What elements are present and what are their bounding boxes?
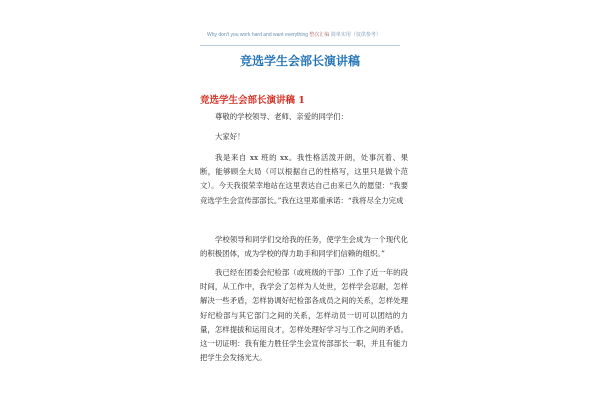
- paragraph-goal: 学校领导和同学们交给我的任务，使学生会成为一个现代化的积极团体，成为学校的得力助手和同学们信赖的组织。”: [200, 235, 408, 259]
- header-divider: [200, 45, 400, 46]
- document-title: 竞选学生会部长演讲稿: [239, 54, 360, 68]
- page-header-text: [207, 31, 381, 38]
- section-heading: 竞选学生会部长演讲稿 1: [200, 95, 305, 106]
- header-extra: 简单实用（仅供参考）: [330, 32, 381, 38]
- header-tagline: Why don't you work hard and want everything: [207, 32, 309, 38]
- paragraph-experience: 我已经在团委会纪检部（或班级的干部）工作了近一年的段时间，从工作中，我学会了怎样为人处世，怎样学会忍耐，怎样解决一些矛盾，怎样协调好纪检部各成员之间的关系，怎样处理好纪检部与其它部门之间的关系，怎样动员一切可以团结的力量，怎样提拔和运用良才，怎样处理好学习与工作之间的矛盾。这一切证明：我有能力胜任学生会宣传部部长一职，并且有能力把学生会发扬光大。: [200, 268, 408, 363]
- paragraph-intro: 我是来自 xx 班的 xx。我性格活泼开朗，处事沉着、果断，能够顾全大局（可以根据自己的性格写，这里只是做个范文）。今天我很荣幸地站在这里表达自己由来已久的愿望：“我要竞选学生会宣传部部长。”我在这里郑重承诺：“我将尽全力完成: [200, 153, 408, 205]
- paragraph-greeting: 尊敬的学校领导、老师、亲爱的同学们：: [215, 112, 349, 121]
- paragraph-hello: 大家好！: [215, 132, 245, 141]
- header-accent: 整次汇编: [309, 32, 330, 38]
